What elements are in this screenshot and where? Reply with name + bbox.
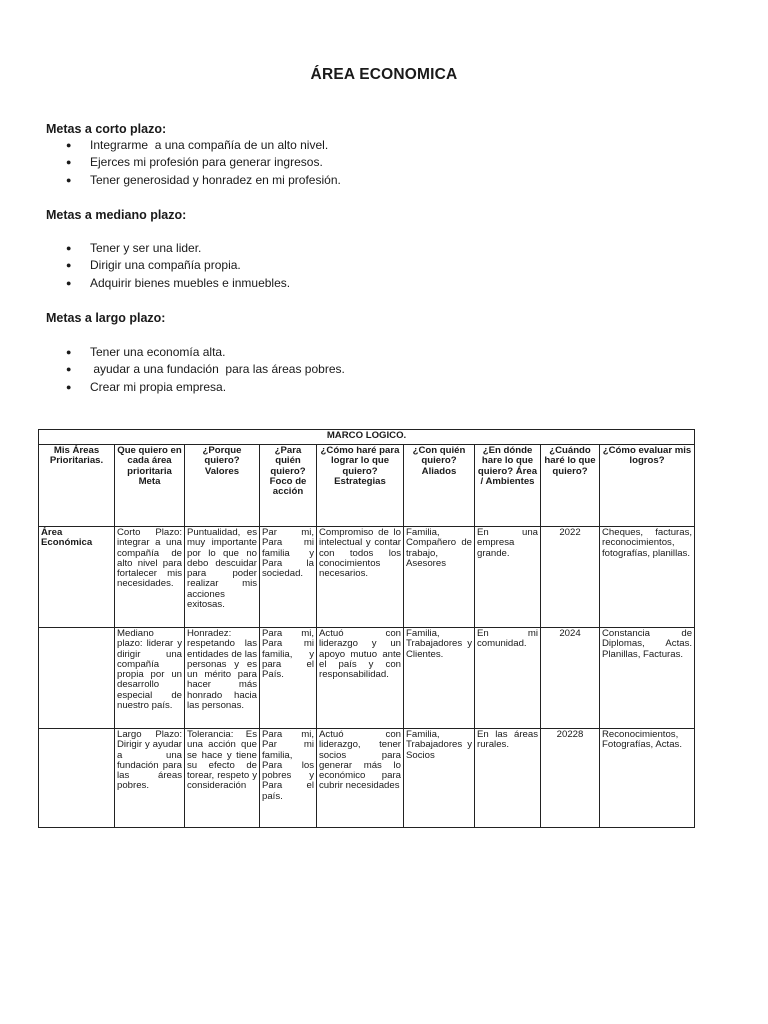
medium-term-heading: Metas a mediano plazo: — [46, 208, 187, 222]
table-cell-area: Área Económica — [39, 527, 115, 628]
table-row — [39, 628, 695, 729]
page-title: ÁREA ECONOMICA — [310, 66, 458, 83]
column-header: ¿Con quién quiero? Aliados — [404, 445, 475, 527]
table-cell-valores: Puntualidad, es muy importante por lo que no debo descuidar para poder realizar mis acciones exitosas. — [185, 527, 260, 628]
short-term-heading: Metas a corto plazo: — [46, 122, 167, 136]
column-header: ¿Cómo evaluar mis logros? — [600, 445, 695, 527]
table-header-row — [39, 445, 695, 527]
marco-logico-table — [38, 429, 695, 828]
table-cell-aliados: Familia, Compañero de trabajo, Asesores — [404, 527, 475, 628]
short-term-list — [46, 137, 341, 189]
bullet-icon: ● — [66, 260, 72, 271]
table-title: MARCO LOGICO. — [39, 430, 695, 445]
list-item: ● Dirigir una compañía propia. — [46, 257, 290, 274]
table-cell-ambientes: En una empresa grande. — [475, 527, 541, 628]
table-cell-estrategias: Actuó con liderazgo y un apoyo mutuo ante el país y con responsabilidad. — [317, 628, 404, 729]
table-cell-cuando: 20228 — [541, 729, 600, 828]
table-cell-ambientes: En las áreas rurales. — [475, 729, 541, 828]
bullet-icon: ● — [66, 140, 72, 150]
column-header: ¿Para quién quiero? Foco de acción — [260, 445, 317, 527]
bullet-icon: ● — [66, 277, 72, 288]
table-cell-foco: Par mi, Para mi familia y Para la sociedad. — [260, 527, 317, 628]
table-cell-foco: Para mi, Para mi familia, y para el País. — [260, 628, 317, 729]
table-cell-evaluar: Reconocimientos, Fotografías, Actas. — [600, 729, 695, 828]
table-cell-meta: Mediano plazo: liderar y dirigir una compañía propia por un desarrollo especial de nuestro país. — [115, 628, 185, 729]
table-cell-area — [39, 729, 115, 828]
table-cell-aliados: Familia, Trabajadores y Clientes. — [404, 628, 475, 729]
bullet-icon: ● — [66, 157, 72, 168]
column-header: Que quiero en cada área prioritaria Meta — [115, 445, 185, 527]
table-cell-area — [39, 628, 115, 729]
column-header: ¿Cuándo haré lo que quiero? — [541, 445, 600, 527]
table-row — [39, 729, 695, 828]
bullet-icon: ● — [66, 381, 72, 392]
table-title-row — [39, 430, 695, 445]
table-cell-estrategias: Actuó con liderazgo, tener socios para generar más lo económico para cubrir necesidades — [317, 729, 404, 828]
table-cell-meta: Corto Plazo: integrar a una compañía de alto nivel para fortalecer mis necesidades. — [115, 527, 185, 628]
table-cell-meta: Largo Plazo: Dirigir y ayudar a una fundación para las áreas pobres. — [115, 729, 185, 828]
bullet-icon: ● — [66, 174, 72, 185]
table-cell-estrategias: Compromiso de lo intelectual y contar con todos los conocimientos necesarios. — [317, 527, 404, 628]
bullet-icon: ● — [66, 243, 72, 253]
table-cell-valores: Tolerancia: Es una acción que se hace y tiene su efecto de torear, respeto y consideración — [185, 729, 260, 828]
list-item: ● Tener generosidad y honradez en mi profesión. — [46, 172, 341, 189]
medium-term-list — [46, 240, 290, 292]
column-header: ¿En dónde hare lo que quiero? Área / Ambientes — [475, 445, 541, 527]
list-item: ● Tener y ser una lider. — [46, 240, 290, 257]
table-cell-evaluar: Constancia de Diplomas, Actas. Planillas, Facturas. — [600, 628, 695, 729]
list-item: ● Integrarme a una compañía de un alto nivel. — [46, 137, 341, 154]
long-term-list — [46, 344, 345, 396]
long-term-heading: Metas a largo plazo: — [46, 311, 166, 325]
column-header: ¿Porque quiero? Valores — [185, 445, 260, 527]
list-item: ● Tener una economía alta. — [46, 344, 345, 361]
list-item: ● Adquirir bienes muebles e inmuebles. — [46, 275, 290, 292]
list-item: ● Ejerces mi profesión para generar ingresos. — [46, 154, 341, 171]
table-cell-ambientes: En mi comunidad. — [475, 628, 541, 729]
bullet-icon: ● — [66, 347, 72, 357]
list-item: ● ayudar a una fundación para las áreas pobres. — [46, 361, 345, 378]
table-cell-cuando: 2022 — [541, 527, 600, 628]
table-cell-cuando: 2024 — [541, 628, 600, 729]
table-cell-evaluar: Cheques, facturas, reconocimientos, fotografías, planillas. — [600, 527, 695, 628]
column-header: ¿Cómo haré para lograr lo que quiero? Estrategias — [317, 445, 404, 527]
bullet-icon: ● — [66, 364, 72, 375]
table-cell-aliados: Familia, Trabajadores y Socios — [404, 729, 475, 828]
list-item: ● Crear mi propia empresa. — [46, 379, 345, 396]
table-cell-valores: Honradez: respetando las entidades de las personas y es un mérito para hacer más honrado hacia las personas. — [185, 628, 260, 729]
table-row — [39, 527, 695, 628]
table-cell-foco: Para mi, Par mi familia, Para los pobres y Para el país. — [260, 729, 317, 828]
column-header: Mis Áreas Prioritarias. — [39, 445, 115, 527]
